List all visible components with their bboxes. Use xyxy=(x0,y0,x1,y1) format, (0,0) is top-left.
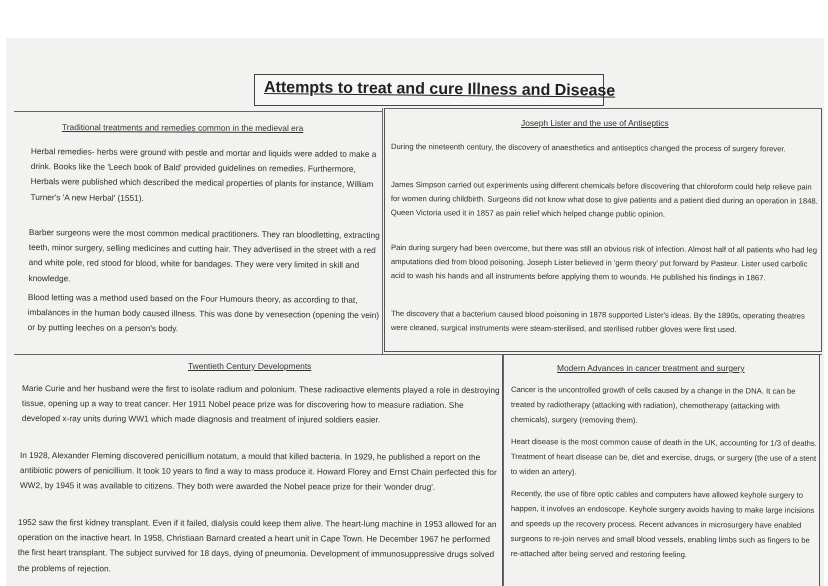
page-title: Attempts to treat and cure Illness and Disease xyxy=(263,79,616,100)
panel-medieval xyxy=(22,112,385,347)
modern-paragraph: Cancer is the uncontrolled growth of cells caused by a change in the DNA. It can be treated by radiotherapy (attacking with radiation), chemotherapy (attacking with chemicals), surgery (removing them). xyxy=(510,384,796,425)
medieval-paragraph: Blood letting was a method used based on the Four Humours theory, as according to that, imbalances in the human body caused illness. This was done by venesection (opening the vein) or by putting leeches on a person's body. xyxy=(27,291,380,334)
lister-paragraph: Pain during surgery had been overcome, but there was still an obvious risk of infection. Almost half of all patients who had leg amputations died from blood poisoning. Joseph Lister believed in 'germ theory' put forward by Pasteur. Lister used carbolic acid to wash his hands and all instruments before applying them to wounds. He published his findings in 1867. xyxy=(390,242,818,283)
modern-paragraph: Heart disease is the most common cause of death in the UK, accounting for 1/3 of deaths. Treatment of heart disease can be, diet and exercise, drugs, or surgery (the use of a stent to widen an artery). xyxy=(510,436,817,477)
modern-paragraph: Recently, the use of fibre optic cables and computers have allowed keyhole surgery to happen, it involves an endoscope. Keyhole surgery avoids having to make large incisions and speeds up the recovery process. Recent advances in microsurgery have enabled surgeons to re-join nerves and small blood vessels, enabling limbs such as fingers to be re-attached after being served and restoring feeling. xyxy=(510,488,815,560)
title-box xyxy=(254,74,616,106)
twentieth-paragraph: In 1928, Alexander Fleming discovered penicillium notatum, a mould that killed bacteria. In 1929, he published a report on the antibiotic powers of penicillium. It took 10 years to find a way to mass produce it. Howard Florey and Ernst Chain perfected this for WW2, by 1945 it was available to citizens. They both were awarded the Nobel peace prize for their 'wonder drug'. xyxy=(19,450,497,493)
lister-paragraph: During the nineteenth century, the discovery of anaesthetics and antiseptics changed the process of surgery forever. xyxy=(390,141,786,154)
panel-modern-advances xyxy=(502,354,820,586)
medieval-heading: Traditional treatments and remedies common in the medieval era xyxy=(61,122,304,134)
twentieth-heading: Twentieth Century Developments xyxy=(188,361,312,371)
lister-paragraph: The discovery that a bacterium caused blood poisoning in 1878 supported Lister's ideas. By the 1890s, operating theatres were cleaned, surgical instruments were steam-sterilised, and sterilised rubber gloves were first used. xyxy=(390,308,805,335)
modern-heading: Modern Advances in cancer treatment and surgery xyxy=(557,363,745,373)
twentieth-paragraph: 1952 saw the first kidney transplant. Even if it failed, dialysis could keep them alive. The heart-lung machine in 1953 allowed for an operation on the inactive heart. In 1958, Christiaan Barnard created a heart unit in Cape Town. He December 1967 he performed the first heart transplant. The subject survived for 18 days, dying of pneumonia. Development of immunosuppressive drugs solved the problems of rejection. xyxy=(17,517,497,574)
medieval-paragraph: Barber surgeons were the most common medical practitioners. They ran bloodletting, extracting teeth, minor surgery, selling medicines and cutting hair. They advertised in the street with a red and white pole, red stood for blood, white for bandages. They were very limited in skill and knowledge. xyxy=(28,226,380,283)
medieval-paragraph: Herbal remedies- herbs were ground with pestle and mortar and liquids were added to make a drink. Books like the 'Leech book of Bald' provided guidelines on remedies. Furthermore, Herbals were published which described the medical properties of plants for instance, William Turner's 'A new Herbal' (1551). xyxy=(30,145,377,203)
panel-twentieth-century xyxy=(10,352,504,586)
twentieth-paragraph: Marie Curie and her husband were the first to isolate radium and polonium. These radioactive elements played a role in destroying tissue, opening up a way to treat cancer. Her 1911 Nobel peace prize was for discovering how to measure radiation. She developed x-ray units during WW1 which made diagnosis and treatment of injured soldiers easier. xyxy=(21,382,500,425)
lister-paragraph: James Simpson carried out experiments using different chemicals before discovering that chloroform could help relieve pain for women during childbirth. Surgeons did not know what dose to give patients and a patient died during an operation in 1848. Queen Victoria used it in 1857 as pain relief which helped change public opinion. xyxy=(390,179,818,219)
lister-heading: Joseph Lister and the use of Antiseptics xyxy=(521,118,669,128)
panel-lister xyxy=(384,108,822,352)
